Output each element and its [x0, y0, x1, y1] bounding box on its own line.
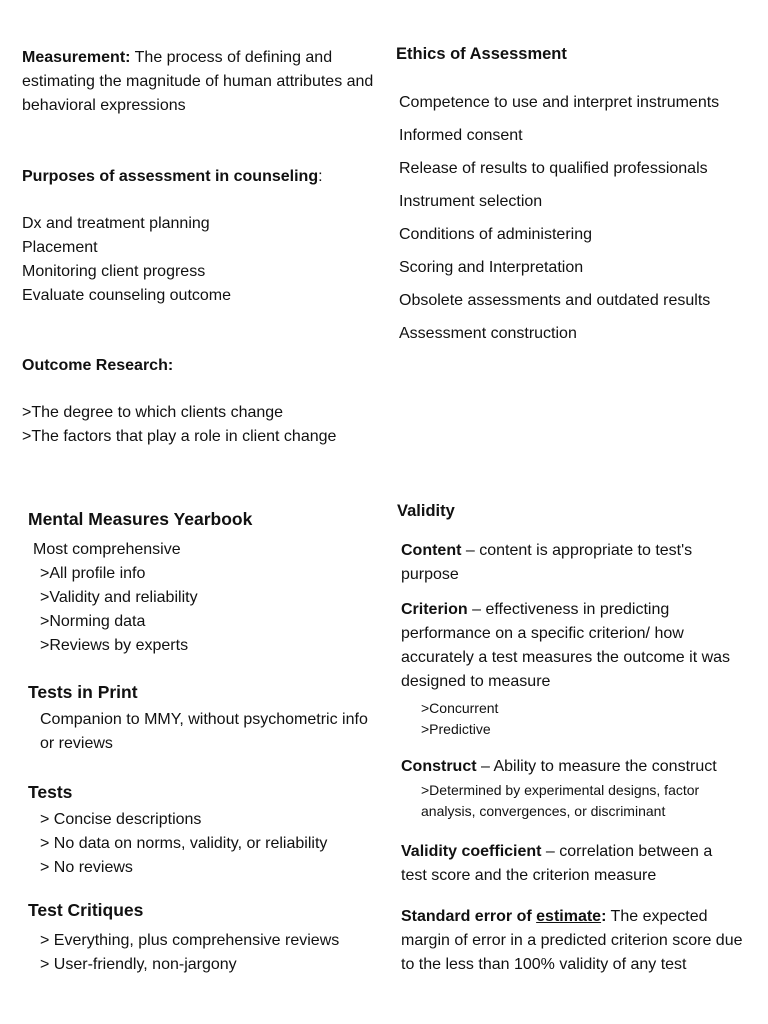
purposes-list	[22, 212, 382, 308]
mmy-list	[40, 562, 380, 658]
list-item: > User-friendly, non-jargony	[40, 956, 237, 973]
validity-criterion	[401, 598, 741, 694]
content-text: – content is appropriate to test's purpose	[401, 542, 693, 583]
purposes-heading	[22, 165, 382, 189]
validity-construct	[401, 755, 746, 779]
list-item: Scoring and Interpretation	[399, 259, 584, 276]
see-term-colon: :	[601, 908, 607, 925]
list-item: > Concise descriptions	[40, 811, 202, 828]
criterion-term: Criterion	[401, 601, 468, 618]
list-item: Monitoring client progress	[22, 263, 206, 280]
list-item: Evaluate counseling outcome	[22, 287, 232, 304]
criterion-subitems	[421, 698, 721, 740]
construct-text: – Ability to measure the construct	[476, 758, 717, 775]
measurement-text: The process of defining and estimating the magnitude of human attributes and behavioral expressions	[22, 49, 374, 114]
list-item: Dx and treatment planning	[22, 215, 210, 232]
critiques-list	[40, 929, 380, 977]
see-term-underlined: estimate	[536, 908, 602, 925]
list-item: > Everything, plus comprehensive reviews	[40, 932, 340, 949]
mmy-lead: Most comprehensive	[33, 541, 181, 558]
validity-heading: Validity	[397, 502, 455, 520]
see-term-prefix: Standard error of	[401, 908, 537, 925]
list-item: >The factors that play a role in client change	[22, 428, 337, 445]
purposes-heading-text: Purposes of assessment in counseling	[22, 168, 319, 185]
list-item: Instrument selection	[399, 193, 543, 210]
tests-heading: Tests	[28, 782, 73, 802]
list-item: > No reviews	[40, 859, 133, 876]
outcome-research-list	[22, 401, 382, 449]
purposes-heading-colon: :	[318, 168, 323, 185]
critiques-heading: Test Critiques	[28, 900, 144, 920]
ethics-list	[399, 91, 764, 346]
outcome-research-heading: Outcome Research:	[22, 357, 174, 374]
standard-error-estimate	[401, 905, 746, 977]
list-item: Conditions of administering	[399, 226, 592, 243]
construct-term: Construct	[401, 758, 477, 775]
validity-coefficient	[401, 840, 736, 888]
list-item: >Concurrent	[421, 700, 499, 716]
mmy-heading: Mental Measures Yearbook	[28, 509, 253, 529]
see-text: The expected margin of error in a predicted criterion score due to the less than 100% validity of any test	[401, 908, 743, 973]
list-item: >All profile info	[40, 565, 146, 582]
list-item: >Norming data	[40, 613, 146, 630]
criterion-text: – effectiveness in predicting performance on a specific criterion/ how accurately a test measures the outcome it was designed to measure	[401, 601, 731, 690]
ethics-heading: Ethics of Assessment	[396, 45, 567, 63]
tests-list	[40, 808, 380, 880]
list-item: Release of results to qualified professionals	[399, 160, 708, 177]
coefficient-text: – correlation between a test score and the criterion measure	[401, 843, 713, 884]
list-item: > No data on norms, validity, or reliability	[40, 835, 328, 852]
tip-heading: Tests in Print	[28, 682, 138, 702]
list-item: Assessment construction	[399, 325, 577, 342]
list-item: Informed consent	[399, 127, 523, 144]
list-item: >Predictive	[421, 721, 491, 737]
coefficient-term: Validity coefficient	[401, 843, 542, 860]
list-item: >The degree to which clients change	[22, 404, 284, 421]
list-item: Obsolete assessments and outdated results	[399, 292, 711, 309]
validity-content	[401, 539, 741, 587]
measurement-term: Measurement:	[22, 49, 131, 66]
list-item: Placement	[22, 239, 98, 256]
measurement-definition	[22, 46, 382, 118]
list-item: >Validity and reliability	[40, 589, 198, 606]
construct-sub: >Determined by experimental designs, factor analysis, convergences, or discriminant	[421, 782, 700, 819]
list-item: >Reviews by experts	[40, 637, 189, 654]
content-term: Content	[401, 542, 462, 559]
tip-text: Companion to MMY, without psychometric info or reviews	[40, 711, 368, 752]
list-item: Competence to use and interpret instruments	[399, 94, 720, 111]
